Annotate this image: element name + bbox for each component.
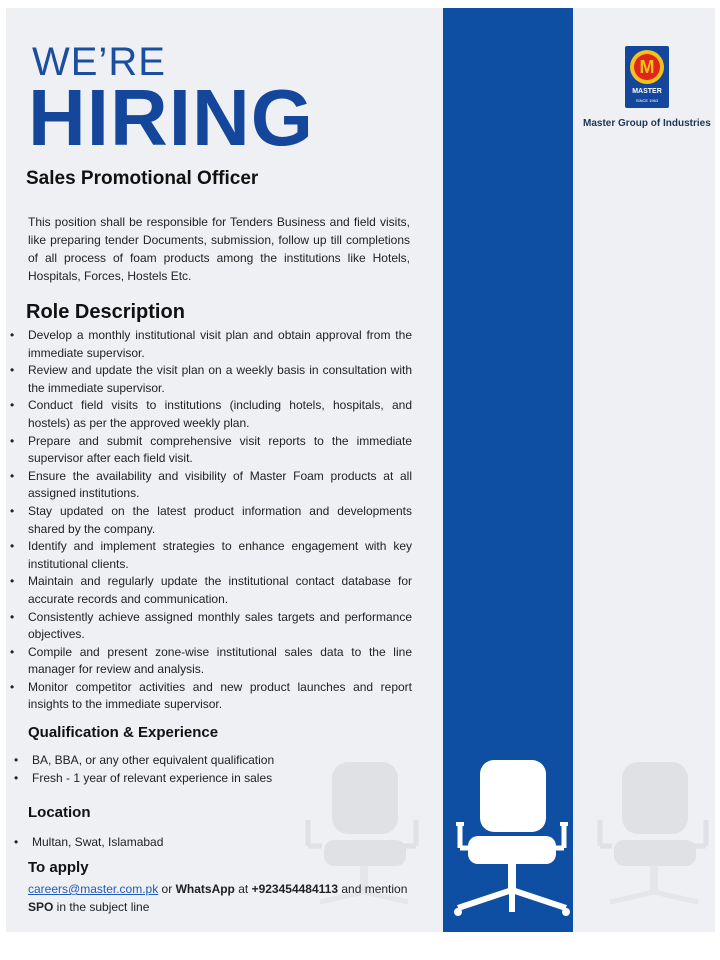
to-apply-heading: To apply [28,859,89,876]
bullet-icon: • [10,398,15,413]
role-description-list [8,327,412,714]
subject-code: SPO [28,900,54,914]
master-logo-icon [625,46,669,108]
office-chair-center-icon [446,752,576,924]
logo-brand-text: MASTER [632,88,662,95]
were-heading: WE’RE [32,40,166,84]
job-title: Sales Promotional Officer [26,168,259,189]
list-item: • Ensure the availability and visibility of Master Foam products at all assigned institutions. [10,468,412,501]
list-item: • Compile and present zone-wise institutional sales data to the line manager for review and analysis. [10,644,412,677]
list-item: • Monitor competitor activities and new product launches and report insights to the immediate supervisor. [10,679,412,712]
bullet-icon: • [10,433,15,448]
logo-brand-sub: SINCE 1963 [635,98,659,103]
list-item: • Prepare and submit comprehensive visit reports to the immediate supervisor after each field visit. [10,433,412,466]
qualification-heading: Qualification & Experience [28,724,219,741]
whatsapp-number: +923454484113 [251,882,339,896]
bullet-icon: • [10,363,15,378]
office-chair-right-icon [594,754,714,914]
list-item: • BA, BBA, or any other equivalent qualification [12,752,412,770]
list-item: • Stay updated on the latest product information and developments shared by the company. [10,503,412,536]
bullet-icon: • [14,753,19,767]
location-heading: Location [28,804,91,821]
bullet-icon: • [10,468,15,483]
list-item: • Conduct field visits to institutions (including hotels, hospitals, and hostels) as per the approved weekly plan. [10,398,412,430]
job-intro: This position shall be responsible for Tenders Business and field visits, like preparing tender Documents, submission, follow up till completions of all process of foam products among the institutions like Hotels, Hospitals, Forces, Hostels Etc. [28,215,410,283]
list-item: • Fresh - 1 year of relevant experience in sales [12,770,412,788]
bullet-icon: • [10,539,15,554]
location-list [12,834,412,852]
list-item: • Consistently achieve assigned monthly sales targets and performance objectives. [10,609,412,642]
bullet-icon: • [10,574,15,589]
bullet-icon: • [14,770,19,785]
apply-instructions: careers@master.com.pk or WhatsApp at +923454484113 and mention SPO in the subject line [28,882,408,914]
bullet-icon: • [10,679,15,694]
list-item: • Review and update the visit plan on a weekly basis in consultation with the immediate supervisor. [10,363,412,395]
bullet-icon: • [10,503,15,518]
hiring-heading: HIRING [28,73,314,162]
careers-email-link[interactable]: careers@master.com.pk [28,882,159,896]
list-item: • Multan, Swat, Islamabad [12,834,412,852]
list-item: • Identify and implement strategies to enhance engagement with key institutional clients. [10,539,412,571]
role-description-heading: Role Description [26,301,185,323]
company-name: Master Group of Industries [583,118,711,129]
logo-letter: M [634,54,660,80]
bullet-icon: • [10,328,15,342]
list-item: • Maintain and regularly update the institutional contact database for accurate records and communication. [10,574,412,606]
list-item: • Develop a monthly institutional visit plan and obtain approval from the immediate supervisor. [10,328,412,360]
bullet-icon: • [14,835,19,849]
logo-emblem [630,50,664,84]
qualification-list [12,752,412,787]
hiring-poster [6,8,715,932]
bullet-icon: • [10,609,15,624]
bullet-icon: • [10,644,15,659]
